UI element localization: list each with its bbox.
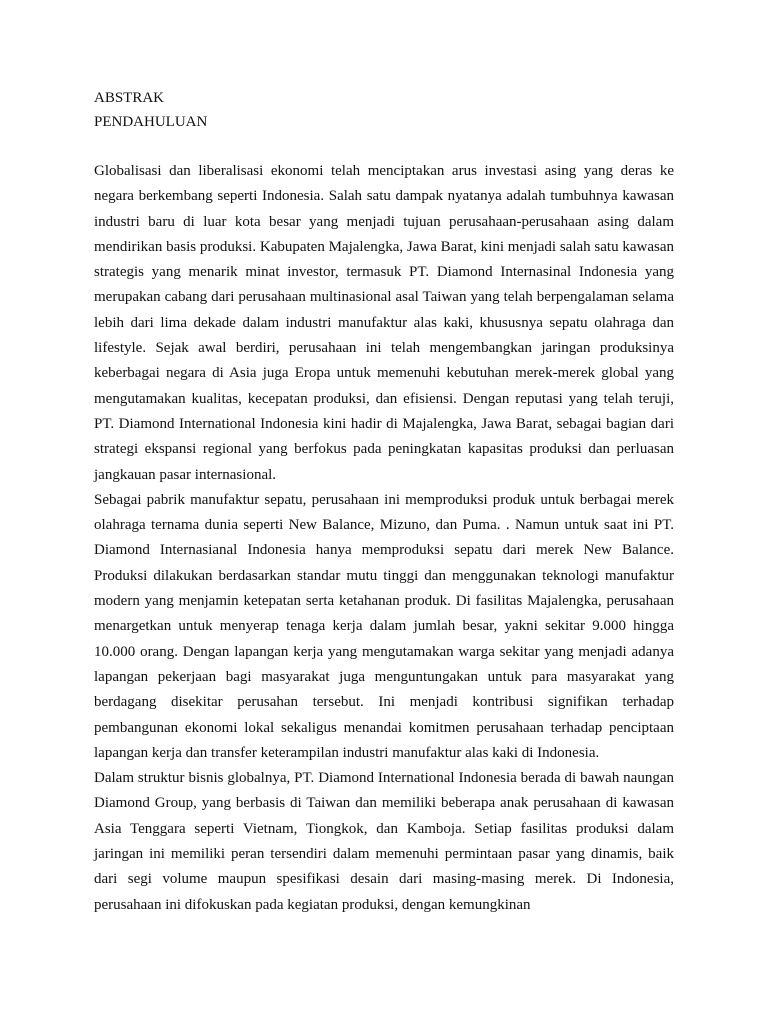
paragraph-manufacturing: Sebagai pabrik manufaktur sepatu, perusahaan ini memproduksi produk untuk berbagai merek olahraga ternama dunia seperti New Balance, Mizuno, dan Puma. . Namun untuk saat ini PT. Diamond Internasianal Indonesia hanya memproduksi sepatu dari merek New Balance. Produksi dilakukan berdasarkan standar mutu tinggi dan menggunakan teknologi manufaktur modern yang menjamin ketepatan serta ketahanan produk. Di fasilitas Majalengka, perusahaan menargetkan untuk menyerap tenaga kerja dalam jumlah besar, yakni sekitar 9.000 hingga 10.000 orang. Dengan lapangan kerja yang mengutamakan warga sekitar yang menjadi adanya lapangan pekerjaan bagi masyarakat juga menguntungakan untuk para masyarakat yang berdagang disekitar perusahan tersebut. Ini menjadi kontribusi signifikan terhadap pembangunan ekonomi lokal sekaligus menandai komitmen perusahaan terhadap penciptaan lapangan kerja dan transfer keterampilan industri manufaktur alas kaki di Indonesia. [94,491,674,761]
document-body [94,86,674,918]
abstract-heading: ABSTRAK [94,90,165,106]
introduction-heading: PENDAHULUAN [94,114,208,130]
heading-spacer [94,134,674,159]
paragraph-business-structure: Dalam struktur bisnis globalnya, PT. Diamond International Indonesia berada di bawah naungan Diamond Group, yang berbasis di Taiwan dan memiliki beberapa anak perusahaan di kawasan Asia Tenggara seperti Vietnam, Tiongkok, dan Kamboja. Setiap fasilitas produksi dalam jaringan ini memiliki peran tersendiri dalam memenuhi permintaan pasar yang dinamis, baik dari segi volume maupun spesifikasi desain dari masing-masing merek. Di Indonesia, perusahaan ini difokuskan pada kegiatan produksi, dengan kemungkinan [94,770,674,913]
paragraph-globalization: Globalisasi dan liberalisasi ekonomi telah menciptakan arus investasi asing yang deras ke negara berkembang seperti Indonesia. Salah satu dampak nyatanya adalah tumbuhnya kawasan industri baru di luar kota besar yang menjadi tujuan perusahaan-perusahaan asing dalam mendirikan basis produksi. Kabupaten Majalengka, Jawa Barat, kini menjadi salah satu kawasan strategis yang menarik minat investor, termasuk PT. Diamond Internasinal Indonesia yang merupakan cabang dari perusahaan multinasional asal Taiwan yang telah berpengalaman selama lebih dari lima dekade dalam industri manufaktur alas kaki, khususnya sepatu olahraga dan lifestyle. Sejak awal berdiri, perusahaan ini telah mengembangkan jaringan produksinya keberbagai negara di Asia juga Eropa untuk memenuhi kebutuhan merek-merek global yang mengutamakan kualitas, kecepatan produksi, dan efisiensi. Dengan reputasi yang telah teruji, PT. Diamond International Indonesia kini hadir di Majalengka, Jawa Barat, sebagai bagian dari strategi ekspansi regional yang berfokus pada peningkatan kapasitas produksi dan perluasan jangkauan pasar internasional. [94,163,674,483]
